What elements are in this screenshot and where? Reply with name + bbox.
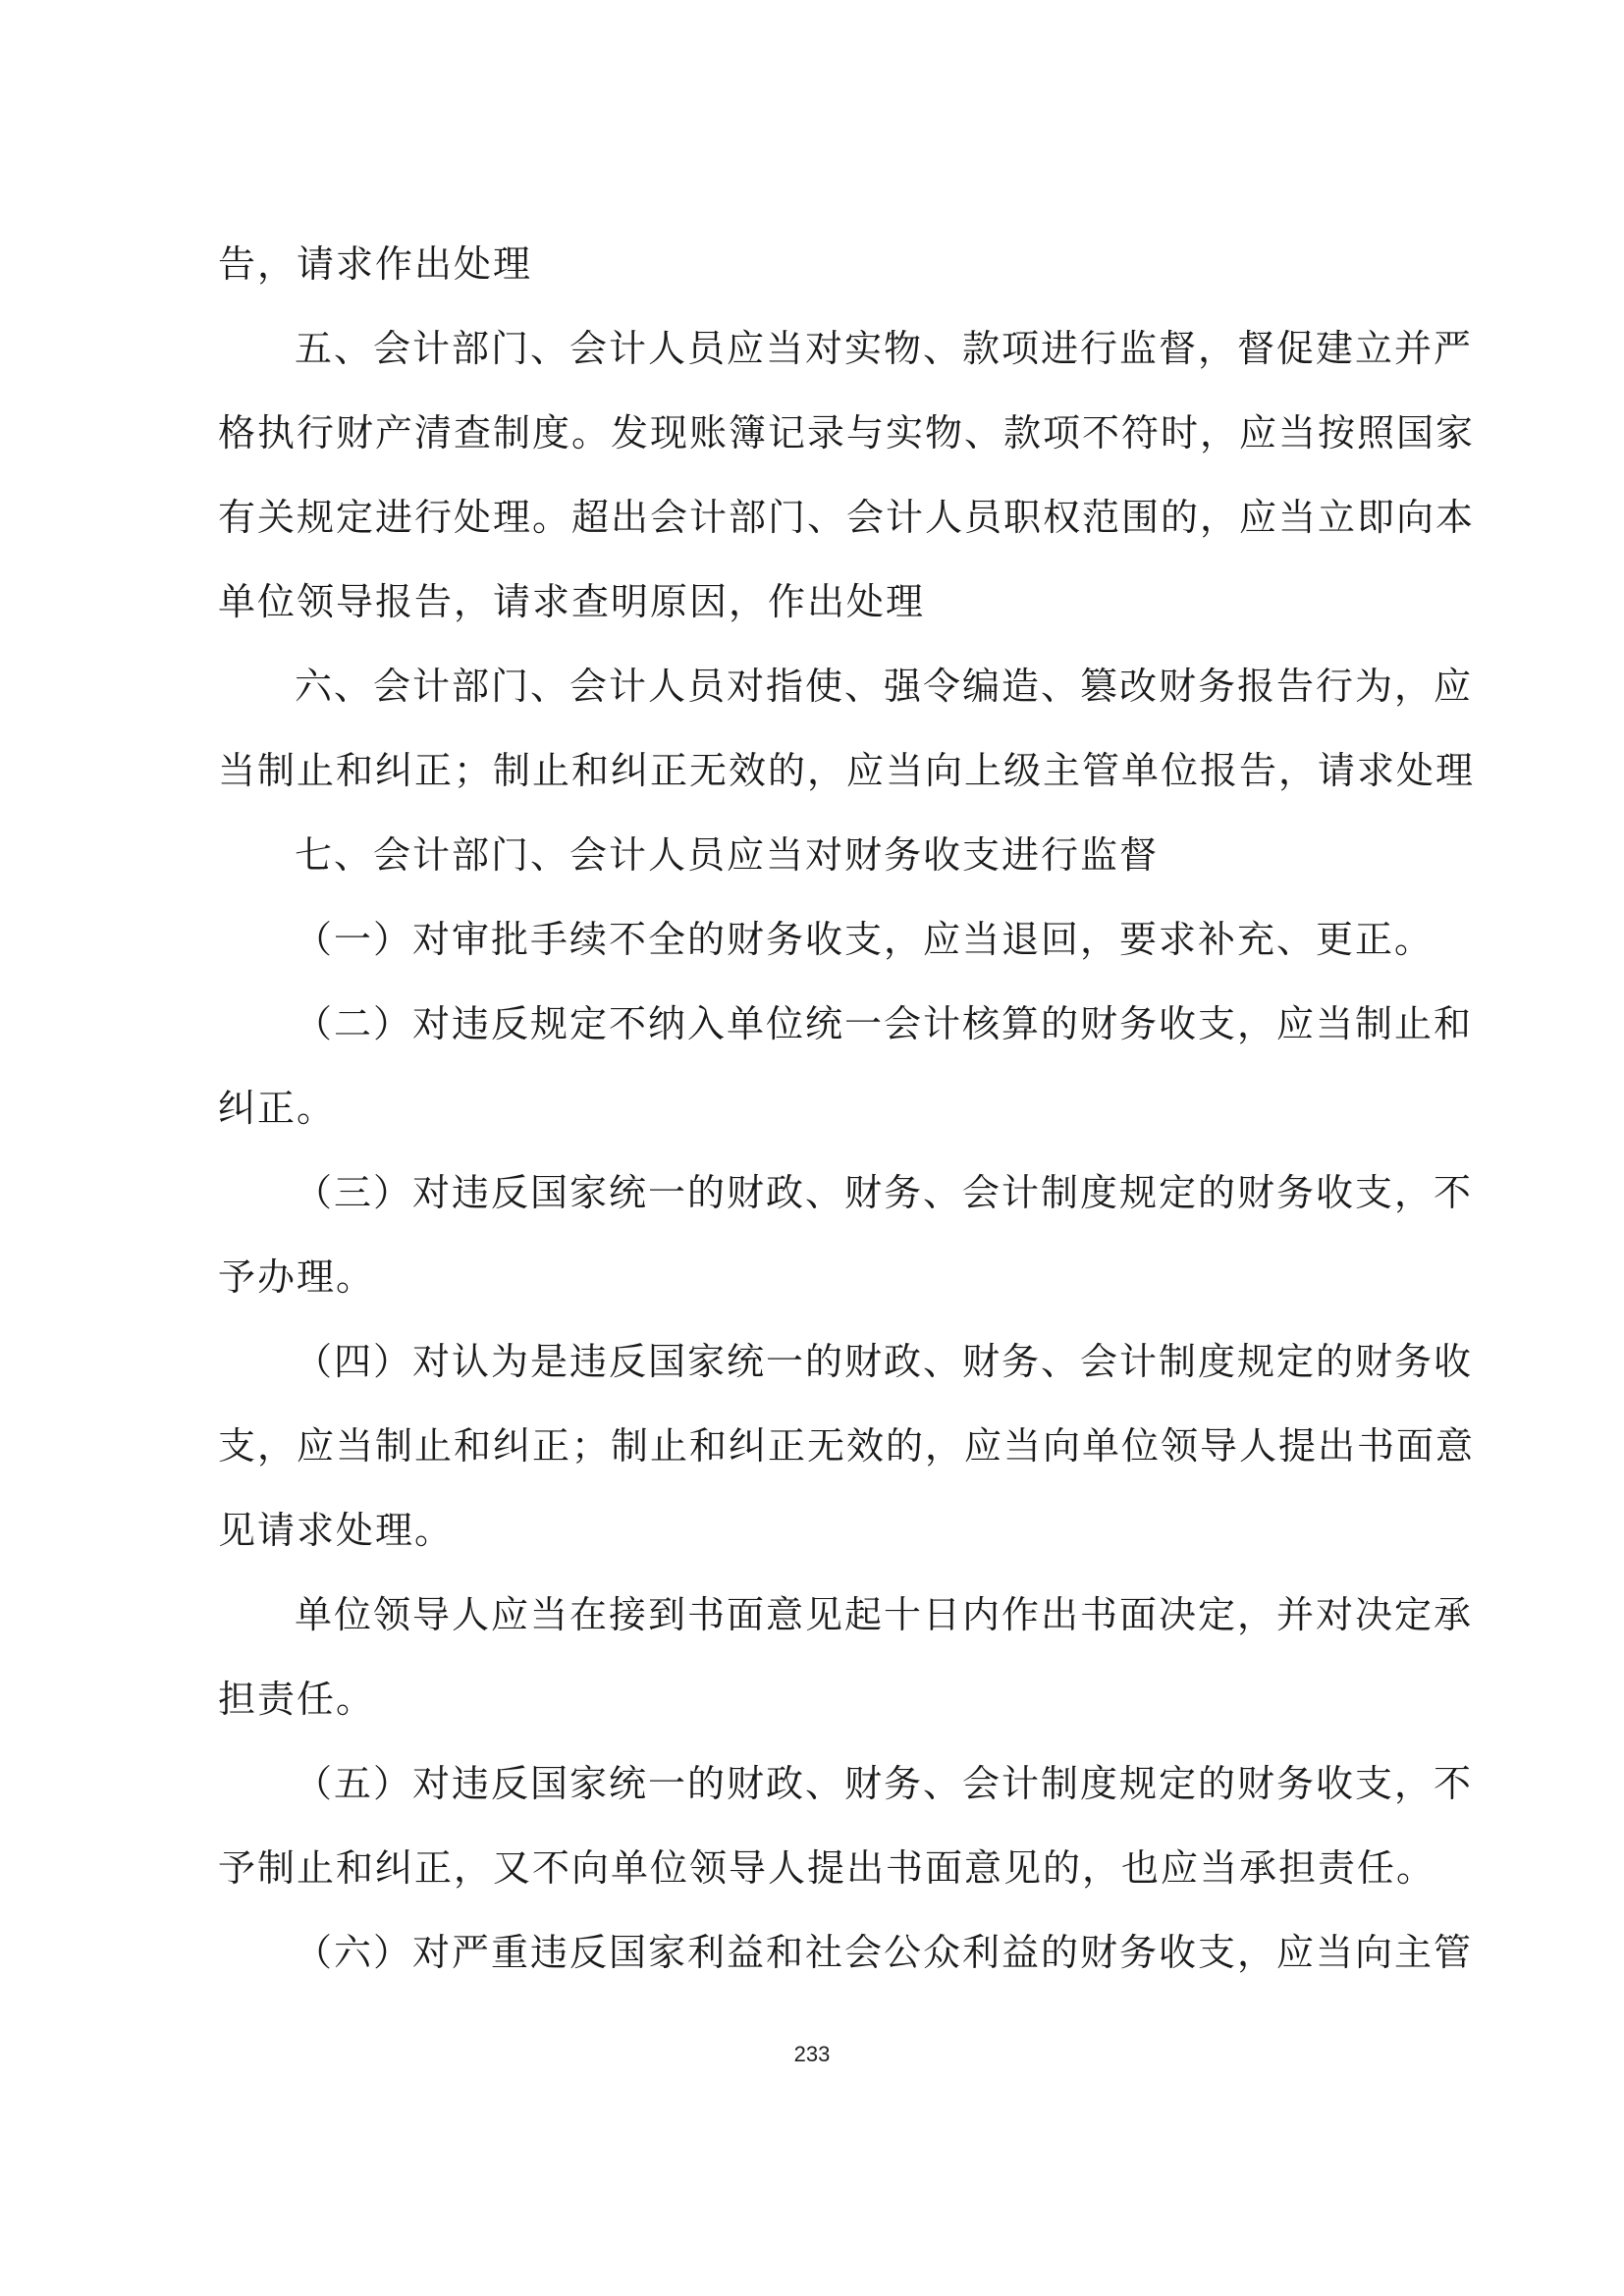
text-line: 有关规定进行处理。超出会计部门、会计人员职权范围的，应当立即向本: [218, 496, 1476, 539]
page-number: 233: [793, 2042, 831, 2066]
text-line: 七、会计部门、会计人员应当对财务收支进行监督: [295, 833, 1160, 877]
body-text: [218, 222, 1476, 1995]
text-line: 当制止和纠正；制止和纠正无效的，应当向上级主管单位报告，请求处理: [218, 749, 1476, 792]
text-line: （六）对严重违反国家利益和社会公众利益的财务收支，应当向主管: [295, 1931, 1474, 1974]
text-line: 纠正。: [218, 1087, 337, 1130]
text-line: 格执行财产清查制度。发现账簿记录与实物、款项不符时，应当按照国家: [218, 411, 1476, 454]
text-line: 见请求处理。: [218, 1509, 455, 1552]
text-line: 单位领导人应当在接到书面意见起十日内作出书面决定，并对决定承: [295, 1593, 1474, 1636]
text-line: 予制止和纠正，又不向单位领导人提出书面意见的，也应当承担责任。: [218, 1846, 1436, 1890]
text-line: （三）对违反国家统一的财政、财务、会计制度规定的财务收支，不: [295, 1171, 1474, 1214]
text-line: 担责任。: [218, 1678, 376, 1721]
text-line: 告，请求作出处理: [218, 242, 533, 286]
text-line: 单位领导报告，请求查明原因，作出处理: [218, 580, 926, 623]
text-line: 六、会计部门、会计人员对指使、强令编造、篡改财务报告行为，应: [295, 665, 1474, 708]
text-line: （二）对违反规定不纳入单位统一会计核算的财务收支，应当制止和: [295, 1002, 1474, 1045]
text-line: 予办理。: [218, 1255, 376, 1299]
text-line: （四）对认为是违反国家统一的财政、财务、会计制度规定的财务收: [295, 1340, 1474, 1383]
text-line: 五、会计部门、会计人员应当对实物、款项进行监督，督促建立并严: [295, 327, 1474, 370]
text-line: （五）对违反国家统一的财政、财务、会计制度规定的财务收支，不: [295, 1762, 1474, 1805]
text-line: （一）对审批手续不全的财务收支，应当退回，要求补充、更正。: [295, 918, 1435, 961]
text-line: 支，应当制止和纠正；制止和纠正无效的，应当向单位领导人提出书面意: [218, 1424, 1476, 1468]
